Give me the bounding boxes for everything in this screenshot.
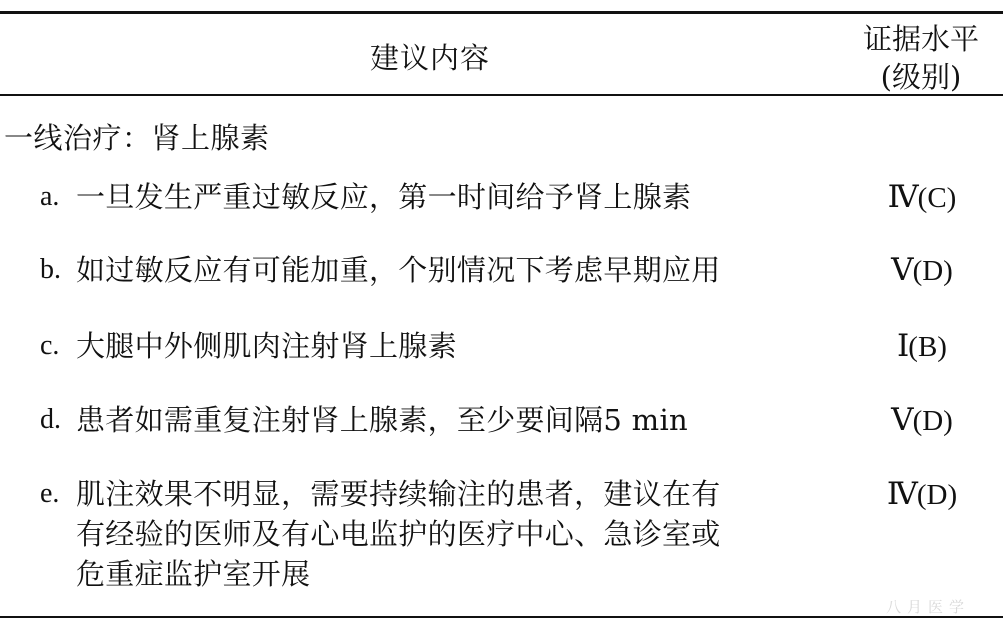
evidence-level-roman: Ⅴ — [891, 402, 913, 437]
header-divider-rule — [0, 94, 1003, 96]
row-marker: c. — [40, 330, 60, 361]
evidence-level-roman: Ⅳ — [886, 476, 917, 511]
watermark-logo: 八月医学 — [886, 598, 971, 616]
row-text-line: 肌注效果不明显，需要持续输注的患者，建议在有 — [76, 477, 721, 511]
row-marker: a. — [40, 181, 60, 212]
column-header-evidence-level — [846, 20, 996, 96]
evidence-level — [852, 400, 992, 441]
evidence-level-grade: (D) — [912, 255, 953, 287]
evidence-level — [852, 474, 992, 515]
column-header-evidence-level-line1: 证据水平 — [862, 22, 979, 56]
row-text-line: 有经验的医师及有心电监护的医疗中心、急诊室或 — [76, 517, 721, 551]
row-text: 一旦发生严重过敏反应，第一时间给予肾上腺素 — [76, 180, 692, 214]
row-text: 如过敏反应有可能加重，个别情况下考虑早期应用 — [76, 253, 721, 287]
evidence-level-roman: Ⅰ — [897, 328, 909, 363]
row-marker: d. — [40, 404, 61, 435]
evidence-level — [852, 250, 992, 291]
row-text: 患者如需重复注射肾上腺素，至少要间隔5 min — [76, 403, 689, 437]
evidence-level — [852, 177, 992, 218]
row-marker: b. — [40, 254, 61, 285]
table-top-rule — [0, 11, 1003, 14]
table-bottom-rule — [0, 616, 1003, 618]
evidence-level — [852, 326, 992, 367]
evidence-level-grade: (B) — [908, 331, 947, 363]
row-text — [76, 474, 846, 594]
evidence-level-roman: Ⅴ — [891, 252, 913, 287]
row-marker: e. — [40, 478, 60, 509]
evidence-level-roman: Ⅳ — [887, 179, 918, 214]
evidence-level-grade: (D) — [912, 405, 953, 437]
evidence-level-grade: (D) — [916, 479, 958, 511]
column-header-evidence-level-line2: (级别) — [880, 60, 962, 94]
section-heading: 一线治疗：肾上腺素 — [4, 121, 270, 155]
row-text-line: 危重症监护室开展 — [76, 557, 311, 591]
column-header-content: 建议内容 — [369, 40, 490, 75]
evidence-level-grade: (C) — [917, 182, 957, 214]
row-text: 大腿中外侧肌肉注射肾上腺素 — [76, 329, 457, 363]
